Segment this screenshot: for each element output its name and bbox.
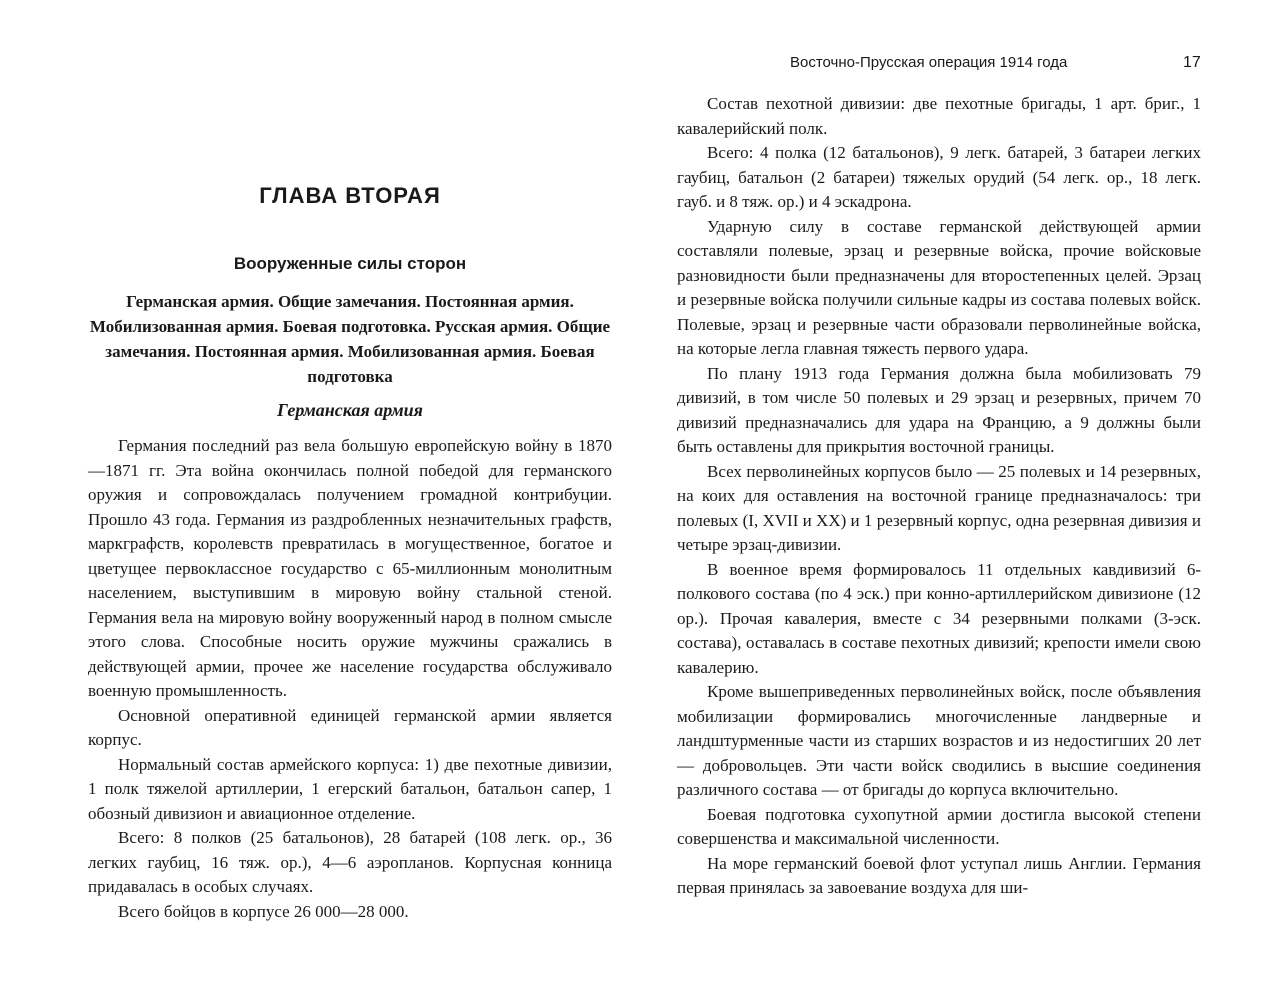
page-number: 17	[1183, 54, 1201, 71]
paragraph: Всего: 8 полков (25 батальонов), 28 батарей (108 легк. ор., 36 легких гаубиц, 16 тяж. ор.), 4—6 аэропланов. Корпусная конница придавалась в особых случаях.	[88, 828, 612, 896]
running-header: Восточно-Прусская операция 1914 года	[790, 54, 1068, 71]
paragraph: Ударную силу в составе германской действующей армии составляли полевые, эрзац и резервные войска, прочие войсковые разновидности были предназначены для второстепенных целей. Эрзац и резервные войска получили сильные кадры из состава полевых войск. Полевые, эрзац и резервные части образовали перволинейные войска, на которые легла главная тяжесть первого удара.	[677, 216, 1201, 358]
paragraph: Основной оперативной единицей германской армии является корпус.	[88, 705, 612, 749]
subsection-title: Германская армия	[277, 400, 423, 420]
paragraph: Боевая подготовка сухопутной армии достигла высокой степени совершенства и максимальной численности.	[677, 804, 1201, 848]
paragraph: Всех перволинейных корпусов было — 25 полевых и 14 резервных, на коих для оставления на восточной границе предназначалось: три полевых (I, XVII и XX) и 1 резервный корпус, одна резервная дивизия и четыре эрзац-дивизии.	[677, 461, 1201, 554]
paragraph: Германия последний раз вела большую европейскую войну в 1870—1871 гг. Эта война окончилась полной победой для германского оружия и сопровождалась получением громадной контрибуции. Прошло 43 года. Германия из раздробленных незначительных графств, маркграфств, королевств превратилась в могущественное, богатое и цветущее первоклассное государство с 65-миллионным монолитным населением, выступившим в мировую войну стальной стеной. Германия вела на мировую войну вооруженный народ в полном смысле этого слова. Способные носить оружие мужчины сражались в действующей армии, прочее же население государства обслуживало военную промышленность.	[88, 436, 612, 700]
paragraph: Всего бойцов в корпусе 26 000—28 000.	[118, 901, 409, 921]
paragraph: Нормальный состав армейского корпуса: 1) две пехотные дивизии, 1 полк тяжелой артиллерии, 1 егерский батальон, батальон сапер, 1 обозный дивизион и авиационное отделение.	[88, 754, 612, 823]
paragraph: Всего: 4 полка (12 батальонов), 9 легк. батарей, 3 батареи легких гаубиц, батальон (2 батареи) тяжелых орудий (54 легк. ор., 18 легк. гауб. и 8 тяж. ор.) и 4 эскадрона.	[677, 143, 1201, 211]
paragraph: Состав пехотной дивизии: две пехотные бригады, 1 арт. бриг., 1 кавалерийский полк.	[677, 94, 1201, 138]
paragraph: На море германский боевой флот уступал лишь Англии. Германия первая принялась за завоевание воздуха для ши-	[677, 853, 1201, 897]
section-summary: Германская армия. Общие замечания. Постоянная армия. Мобилизованная армия. Боевая подготовка. Русская армия. Общие замечания. Постоянная армия. Мобилизованная армия. Боевая подготовка	[89, 292, 611, 386]
paragraph: По плану 1913 года Германия должна была мобилизовать 79 дивизий, в том числе 50 полевых и 29 эрзац и резервных, причем 70 дивизий предназначались для удара на Францию, а 9 должны были быть оставлены для прикрытия восточной границы.	[677, 363, 1201, 456]
right-page-body	[677, 92, 1201, 901]
paragraph: В военное время формировалось 11 отдельных кавдивизий 6-полкового состава (по 4 эск.) при конно-артиллерийском дивизионе (12 ор.). Прочая кавалерия, вместе с 34 резервными полками (3-эск. состава), оставалась в составе пехотных дивизий; крепости имели свою кавалерию.	[677, 559, 1201, 677]
paragraph: Кроме вышеприведенных перволинейных войск, после объявления мобилизации формировались многочисленные ландверные и ландштурменные части из старших возрастов и из недостигших 20 лет — добровольцев. Эти части войск сводились в высшие соединения различного состава — от бригады до корпуса включительно.	[677, 682, 1201, 799]
section-title: Вооруженные силы сторон	[233, 254, 467, 273]
left-page-body	[88, 434, 612, 924]
chapter-title: ГЛАВА ВТОРАЯ	[259, 183, 441, 208]
